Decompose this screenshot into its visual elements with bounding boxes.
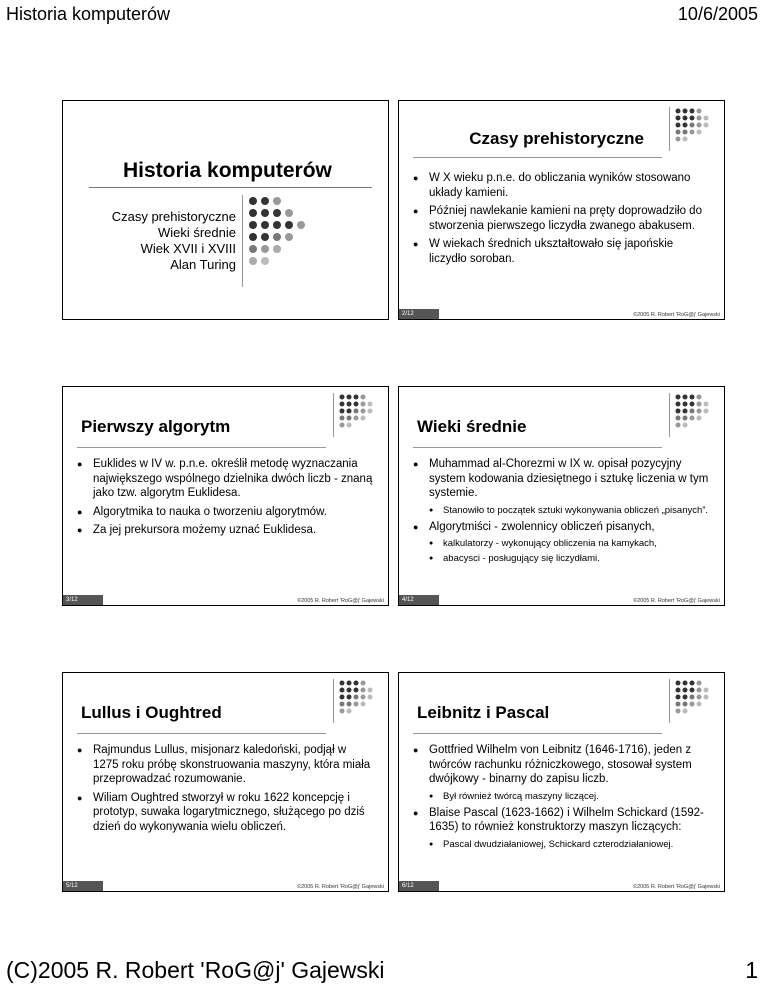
sub-bullet-item: ● kalkulatorzy - wykonujący obliczenia na kamykach, [413, 538, 710, 550]
slide-number: 6/12 [399, 881, 439, 891]
title-rule [89, 187, 372, 188]
dot-grid-decoration [674, 393, 714, 437]
sub-bullet-item: ● Stanowiło to początek sztuki wykonywania obliczeń „pisanych”. [413, 505, 710, 517]
document-footer-copyright: (C)2005 R. Robert 'RoG@j' Gajewski [6, 957, 385, 983]
bullet-item: ● Gottfried Wilhelm von Leibnitz (1646-1716), jeden z twórców rachunku różniczkowego, stosował system dwójkowy - binarny do zapisu liczb. [413, 743, 710, 787]
dot-grid-decoration [247, 195, 307, 270]
vertical-rule [242, 195, 243, 287]
dot-grid-decoration [338, 679, 378, 723]
slide-4 [398, 386, 725, 606]
slide-copyright: ©2005 R. Robert 'RoG@j' Gajewski [297, 884, 384, 890]
slide-title: Leibnitz i Pascal [417, 703, 550, 722]
bullet-item: ● Blaise Pascal (1623-1662) i Wilhelm Schickard (1592-1635) to również konstruktorzy maszyn liczących: [413, 806, 710, 835]
slide-title: Czasy prehistoryczne [469, 129, 644, 148]
slide-copyright: ©2005 R. Robert 'RoG@j' Gajewski [297, 598, 384, 604]
dot-grid-decoration [338, 393, 378, 437]
sub-bullet-item: ● Pascal dwudziałaniowej, Schickard czterodziałaniowej. [413, 839, 710, 851]
slide-number: 3/12 [63, 595, 103, 605]
bullet-item: ● Euklides w IV w. p.n.e. określił metodę wyznaczania największego wspólnego dzielnika dwóch liczb - znaną jako tzw. algorytm Euklidesa. [77, 457, 374, 501]
bullet-item: ● Rajmundus Lullus, misjonarz kaledoński, podjął w 1275 roku próbę skonstruowania maszyny, która miała przeprowadzać rozumowanie. [77, 743, 374, 787]
slide-1 [62, 100, 389, 320]
bullet-item: ● Algorytmika to nauka o tworzeniu algorytmów. [77, 505, 374, 520]
bullet-item: ● Algorytmiści - zwolennicy obliczeń pisanych, [413, 520, 710, 535]
bullet-item: ● W wiekach średnich ukształtowało się japońskie liczydło soroban. [413, 237, 710, 266]
document-header-title: Historia komputerów [6, 4, 171, 24]
sub-bullet-item: ● abacysci - posługujący się liczydłami. [413, 553, 710, 565]
sub-bullet-item: ● Był również twórcą maszyny liczącej. [413, 791, 710, 803]
dot-grid-decoration [674, 679, 714, 723]
slide-3 [62, 386, 389, 606]
toc-item: Wieki średnie [157, 225, 236, 240]
bullet-item: ● W X wieku p.n.e. do obliczania wyników stosowano układy kamieni. [413, 171, 710, 200]
slide-2 [398, 100, 725, 320]
slide-6 [398, 672, 725, 892]
table-of-contents [112, 209, 236, 273]
document-page-number: 1 [745, 957, 758, 983]
bullet-item: ● Wiliam Oughtred stworzył w roku 1622 koncepcję i prototyp, suwaka logarytmicznego, służącego po dziś dzień do wykonywania wielu obliczeń. [77, 791, 374, 835]
toc-item: Alan Turing [170, 257, 236, 272]
bullet-item: ● Muhammad al-Chorezmi w IX w. opisał pozycyjny system kodowania dziesiętnego i sztukę liczenia w tym systemie. [413, 457, 710, 501]
slide-title: Historia komputerów [123, 159, 332, 182]
slide-number: 2/12 [399, 309, 439, 319]
slide-number: 5/12 [63, 881, 103, 891]
toc-item: Wiek XVII i XVIII [140, 241, 236, 256]
bullet-item: ● Za jej prekursora możemy uznać Euklidesa. [77, 523, 374, 538]
bullet-item: ● Później nawlekanie kamieni na pręty doprowadziło do stworzenia pierwszego liczydła zwanego abakusem. [413, 204, 710, 233]
slide-copyright: ©2005 R. Robert 'RoG@j' Gajewski [633, 312, 720, 318]
document-header-date: 10/6/2005 [677, 4, 758, 24]
slide-copyright: ©2005 R. Robert 'RoG@j' Gajewski [633, 884, 720, 890]
slide-number: 4/12 [399, 595, 439, 605]
slide-5 [62, 672, 389, 892]
slide-title: Lullus i Oughtred [81, 703, 222, 722]
slide-title: Wieki średnie [417, 417, 527, 436]
dot-grid-decoration [674, 107, 714, 151]
slide-title: Pierwszy algorytm [81, 417, 231, 436]
toc-item: Czasy prehistoryczne [111, 209, 236, 224]
slide-copyright: ©2005 R. Robert 'RoG@j' Gajewski [633, 598, 720, 604]
